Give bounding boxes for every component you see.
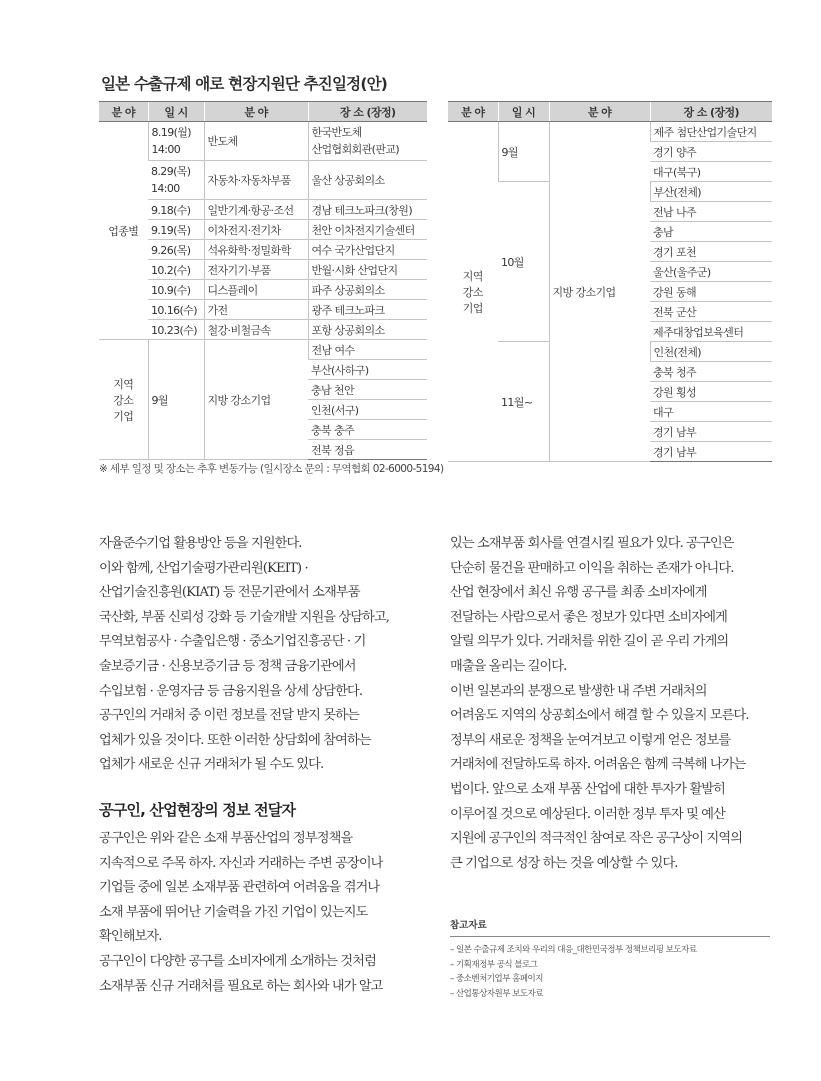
body-text-line: 업체가 있을 것이다. 또한 이러한 상담회에 참여하는 (99, 732, 371, 748)
table-row (99, 220, 427, 240)
table-row (99, 300, 427, 320)
place-cell: 전남 여수 (308, 340, 427, 360)
date-cell: 9월 (498, 122, 549, 182)
schedule-title: 일본 수출규제 애로 현장지원단 추진일정(안) (101, 75, 388, 93)
body-text-line: 업체가 새로운 신규 거래처가 될 수도 있다. (99, 757, 324, 773)
place-cell: 경기 포천 (650, 242, 772, 262)
table-row (99, 200, 427, 220)
date-cell: 9.19(목) (148, 220, 204, 240)
place-cell: 경기 양주 (650, 142, 772, 162)
reference-item: – 일본 수출규제 조치와 우리의 대응_대한민국정부 정책브리핑 보도자료 (450, 945, 697, 955)
field-cell: 전자기기·부품 (204, 260, 308, 280)
body-text-line: 산업기술진흥원(KIAT) 등 전문기관에서 소재부품 (99, 585, 360, 601)
body-text-line: 법이다. 앞으로 소재 부품 산업에 대한 투자가 활발히 (450, 781, 725, 797)
date-cell: 9.18(수) (148, 200, 204, 220)
place-cell: 충북 청주 (650, 362, 772, 382)
table-row (99, 240, 427, 260)
body-text-line: 지속적으로 주목 하자. 자신과 거래하는 주변 공장이나 (99, 855, 383, 871)
body-text-line: 정부의 새로운 정책을 눈여겨보고 이렇게 얻은 정보를 (450, 732, 731, 748)
field-cell: 지방 강소기업 (204, 340, 308, 460)
schedule-note: ※ 세부 일정 및 장소는 추후 변동가능 (일시장소 문의 : 무역협회 02-6000-5194) (99, 463, 444, 475)
body-text-line: 소재 부품에 뛰어난 기술력을 가진 기업이 있는지도 (99, 904, 368, 920)
body-text-line: 술보증기금 · 신용보증기금 등 정책 금융기관에서 (99, 658, 356, 674)
date-cell: 11월~ (498, 342, 549, 462)
field-cell: 일반기계·항공·조선 (204, 200, 308, 220)
place-cell: 전북 정읍 (308, 440, 427, 460)
body-text-line: 기업들 중에 일본 소재부품 관련하여 어려움을 겪거나 (99, 880, 380, 896)
table-header-cell: 분 야 (549, 102, 650, 122)
date-cell: 10.16(수) (148, 300, 204, 320)
table-row (99, 280, 427, 300)
reference-item: – 기획재정부 공식 블로그 (450, 959, 538, 970)
body-text-line: 큰 기업으로 성장 하는 것을 예상할 수 있다. (450, 855, 678, 871)
table-header-cell: 분 야 (99, 102, 148, 122)
place-cell: 울산(울주군) (650, 262, 772, 282)
body-text-line: 소재부품 신규 거래처를 필요로 하는 회사와 내가 알고 (99, 978, 383, 994)
field-cell: 반도체 (204, 122, 308, 161)
place-cell: 파주 상공회의소 (308, 280, 427, 300)
date-cell: 10.9(수) (148, 280, 204, 300)
field-cell: 가전 (204, 300, 308, 320)
place-cell: 경기 남부 (650, 442, 772, 462)
body-text-line: 공구인이 다양한 공구를 소비자에게 소개하는 것처럼 (99, 953, 376, 969)
place-cell: 광주 테크노파크 (308, 300, 427, 320)
body-text-line: 전달하는 사람으로서 좋은 정보가 있다면 소비자에게 (450, 609, 727, 625)
table-header-cell: 일 시 (148, 102, 204, 122)
place-cell: 제주 첨단산업기술단지 (650, 122, 772, 142)
table-header-cell: 분 야 (448, 102, 498, 122)
place-cell: 경기 남부 (650, 422, 772, 442)
place-cell: 충북 충주 (308, 420, 427, 440)
body-text-line: 산업 현장에서 최신 유행 공구를 최종 소비자에게 (450, 585, 707, 601)
table-header-cell: 분 야 (204, 102, 308, 122)
body-text-line: 이루어질 것으로 예상된다. 이러한 정부 투자 및 예산 (450, 806, 725, 822)
section-heading: 공구인, 산업현장의 정보 전달자 (99, 800, 296, 819)
place-cell: 대구 (650, 402, 772, 422)
group-label-cell: 지역 강소 기업 (448, 122, 498, 462)
field-cell: 지방 강소기업 (549, 122, 650, 462)
place-cell: 제주대창업보육센터 (650, 322, 772, 342)
date-cell: 10월 (498, 182, 549, 342)
date-cell: 9.26(목) (148, 240, 204, 260)
body-text-line: 지원에 공구인의 적극적인 참여로 작은 공구상이 지역의 (450, 831, 743, 847)
body-text-line: 확인해보자. (99, 929, 162, 945)
date-cell: 10.2(수) (148, 260, 204, 280)
table-row (99, 260, 427, 280)
date-cell: 8.19(월) 14:00 (148, 122, 204, 161)
date-cell: 8.29(목) 14:00 (148, 161, 204, 200)
place-cell: 강원 동해 (650, 282, 772, 302)
field-cell: 석유화학·정밀화학 (204, 240, 308, 260)
body-text-line: 어려움도 지역의 상공회소에서 해결 할 수 있을지 모른다. (450, 708, 749, 724)
place-cell: 반월·시화 산업단지 (308, 260, 427, 280)
field-cell: 이차전지·전기차 (204, 220, 308, 240)
body-text-line: 무역보험공사 · 수출입은행 · 중소기업진흥공단 · 기 (99, 634, 366, 650)
body-text-line: 공구인은 위와 같은 소재 부품산업의 정부정책을 (99, 830, 353, 846)
table-header-cell: 장 소 (장정) (650, 102, 772, 122)
place-cell: 포항 상공회의소 (308, 320, 427, 340)
body-text-line: 매출을 올리는 길이다. (450, 658, 567, 674)
schedule-table-left (99, 101, 427, 460)
place-cell: 인천(전체) (650, 342, 772, 362)
table-row (99, 320, 427, 340)
table-header-cell: 일 시 (498, 102, 549, 122)
body-text-line: 단순히 물건을 판매하고 이익을 취하는 존재가 아니다. (450, 560, 734, 576)
body-text-line: 이와 함께, 산업기술평가관리원(KEIT) · (99, 560, 308, 576)
place-cell: 천안 이차전지기술센터 (308, 220, 427, 240)
references (450, 918, 770, 1001)
table-row (99, 122, 427, 161)
references-title: 참고자료 (450, 920, 487, 931)
references-divider (450, 936, 770, 937)
article-left-column (99, 532, 429, 999)
body-text-line: 국산화, 부품 신뢰성 강화 등 기술개발 지원을 상담하고, (99, 609, 390, 625)
date-cell: 10.23(수) (148, 320, 204, 340)
body-text-line: 거래처에 전달하도록 하자. 어려움은 함께 극복해 나가는 (450, 757, 746, 773)
place-cell: 전북 군산 (650, 302, 772, 322)
body-text-line: 알릴 의무가 있다. 거래처를 위한 길이 곧 우리 가게의 (450, 634, 729, 650)
table-row (99, 340, 427, 360)
body-text-line: 이번 일본과의 분쟁으로 발생한 내 주변 거래처의 (450, 683, 707, 699)
place-cell: 한국반도체 산업협회회관(판교) (308, 122, 427, 161)
group-label-cell: 지역 강소 기업 (99, 340, 148, 460)
body-text-line: 수입보험 · 운영자금 등 금융지원을 상세 상담한다. (99, 683, 363, 699)
body-text-line: 공구인의 거래처 중 이런 정보를 전달 받지 못하는 (99, 708, 359, 724)
reference-item: – 산업통상자원부 보도자료 (450, 988, 543, 999)
schedule-table-right (448, 101, 772, 462)
group-label-cell: 업종별 (99, 122, 148, 340)
field-cell: 자동차·자동차부품 (204, 161, 308, 200)
field-cell: 디스플레이 (204, 280, 308, 300)
article-right-column (450, 532, 780, 876)
body-text-line: 있는 소재부품 회사를 연결시킬 필요가 있다. 공구인은 (450, 536, 734, 551)
place-cell: 대구(북구) (650, 162, 772, 182)
place-cell: 여수 국가산업단지 (308, 240, 427, 260)
date-cell: 9월 (148, 340, 204, 460)
place-cell: 경남 테크노파크(창원) (308, 200, 427, 220)
reference-item: – 중소벤처기업부 홈페이지 (450, 974, 543, 984)
place-cell: 충남 (650, 222, 772, 242)
place-cell: 부산(전체) (650, 182, 772, 202)
place-cell: 부산(사하구) (308, 360, 427, 380)
place-cell: 울산 상공회의소 (308, 161, 427, 200)
place-cell: 인천(서구) (308, 400, 427, 420)
body-text-line: 자율준수기업 활용방안 등을 지원한다. (99, 536, 302, 551)
table-row (448, 122, 772, 142)
table-header-cell: 장 소 (장정) (308, 102, 427, 122)
table-row (99, 161, 427, 200)
place-cell: 전남 나주 (650, 202, 772, 222)
place-cell: 충남 천안 (308, 380, 427, 400)
field-cell: 철강·비철금속 (204, 320, 308, 340)
place-cell: 강원 횡성 (650, 382, 772, 402)
